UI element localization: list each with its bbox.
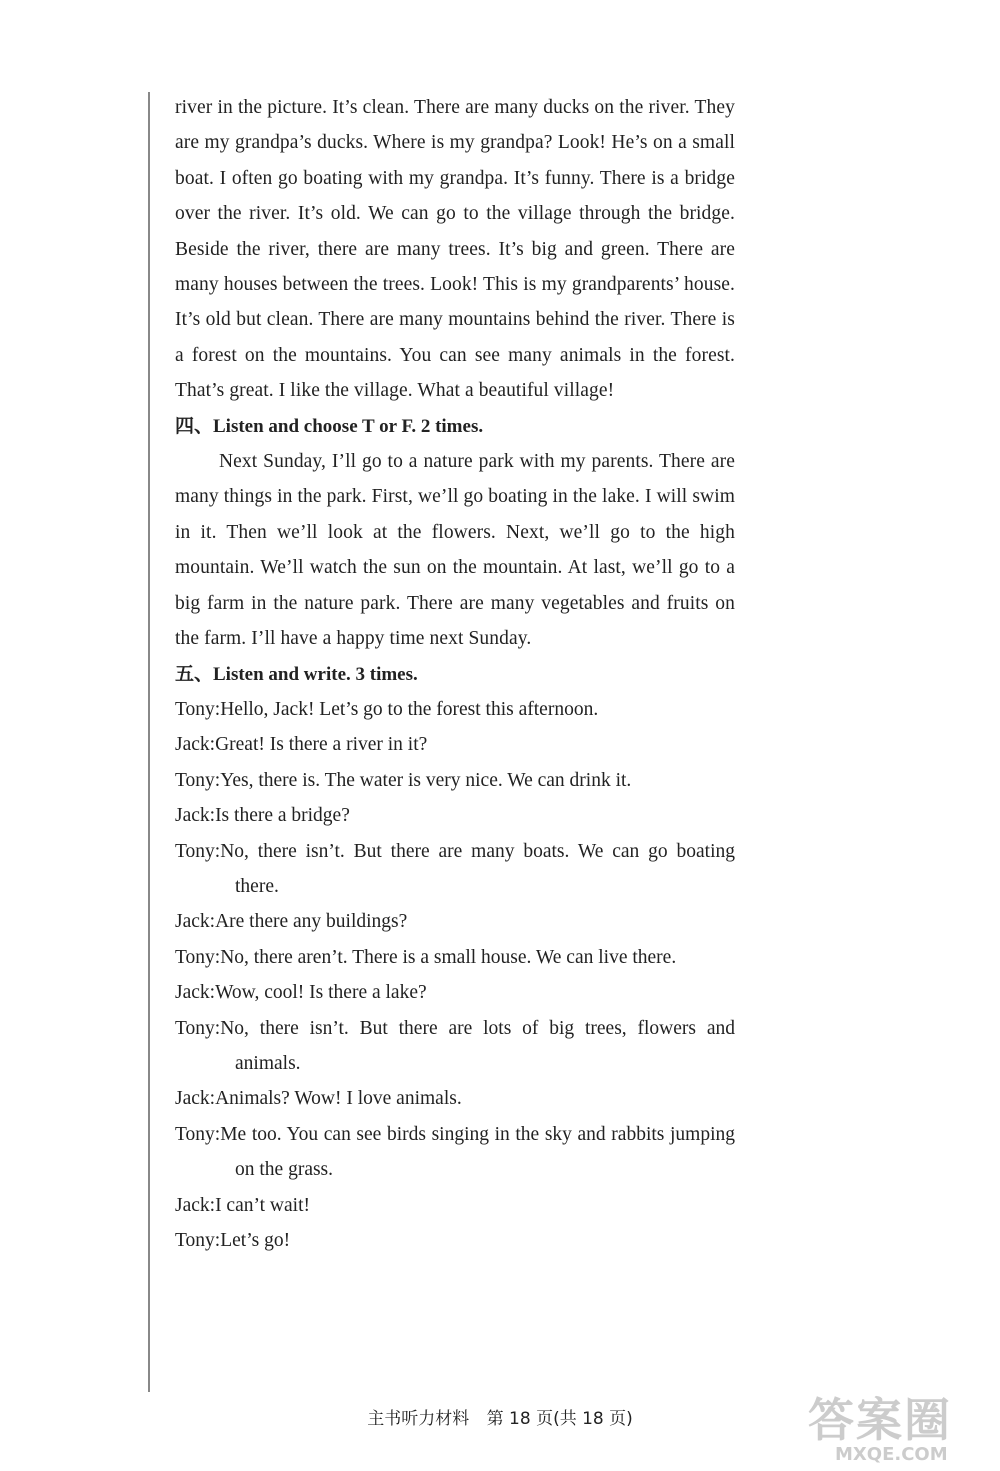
- dialog-line: Tony:No, there isn’t. But there are many boats. We can go boating there.: [175, 840, 735, 897]
- dialog-list: [175, 692, 735, 1259]
- dialog-line: Tony:Me too. You can see birds singing in the sky and rabbits jumping on the grass.: [175, 1123, 735, 1181]
- dialog-line: Tony:No, there isn’t. But there are lots of big trees, flowers and animals.: [175, 1017, 735, 1074]
- margin-rule: [148, 92, 150, 1392]
- dialog-line: Jack:I can’t wait!: [175, 1194, 310, 1216]
- footer-page-number: 第 18 页(共 18 页): [486, 1409, 633, 1429]
- dialog-line: Tony:Hello, Jack! Let’s go to the forest this afternoon.: [175, 698, 599, 720]
- watermark-bottom-text: MXQE.COM: [835, 1444, 948, 1465]
- dialog-line: Jack:Is there a bridge?: [175, 805, 350, 827]
- dialog-line: Tony:Let’s go!: [175, 1230, 291, 1251]
- footer-book-label: 主书听力材料: [367, 1409, 470, 1429]
- watermark-logo: [780, 1380, 995, 1470]
- section5-heading: 五、Listen and write. 3 times.: [175, 663, 418, 685]
- dialog-line: Jack:Wow, cool! Is there a lake?: [175, 982, 427, 1004]
- dialog-line: Jack:Animals? Wow! I love animals.: [175, 1088, 462, 1110]
- section4-heading: 四、Listen and choose T or F. 2 times.: [175, 415, 484, 437]
- page-content: [175, 90, 735, 1258]
- section4-paragraph: Next Sunday, I’ll go to a nature park with my parents. There are many things in the park. First, we’ll go boating in the lake. I will swim in it. Then we’ll look at the flowers. Next, we’ll go to the high mountain. We’ll watch the sun on the mountain. At last, we’ll go to a big farm in the nature park. There are many vegetables and fruits on the farm. I’ll have a happy time next Sunday.: [175, 451, 735, 650]
- dialog-line: Tony:No, there aren’t. There is a small house. We can live there.: [175, 946, 677, 968]
- dialog-line: Jack:Great! Is there a river in it?: [175, 734, 428, 756]
- intro-paragraph: river in the picture. It’s clean. There are many ducks on the river. They are my grandpa’s ducks. Where is my grandpa? Look! He’s on a small boat. I often go boating with my grandpa. It’s funny. There is a bridge over the river. It’s old. We can go to the village through the bridge. Beside the river, there are many trees. It’s big and green. There are many houses between the trees. Look! This is my grandparents’ house. It’s old but clean. There are many mountains behind the river. There is a forest on the mountains. You can see many animals in the forest. That’s great. I like the village. What a beautiful village!: [175, 97, 735, 402]
- dialog-line: Tony:Yes, there is. The water is very nice. We can drink it.: [175, 769, 632, 791]
- watermark-top-text: 答案圈: [808, 1393, 952, 1447]
- dialog-line: Jack:Are there any buildings?: [175, 911, 408, 933]
